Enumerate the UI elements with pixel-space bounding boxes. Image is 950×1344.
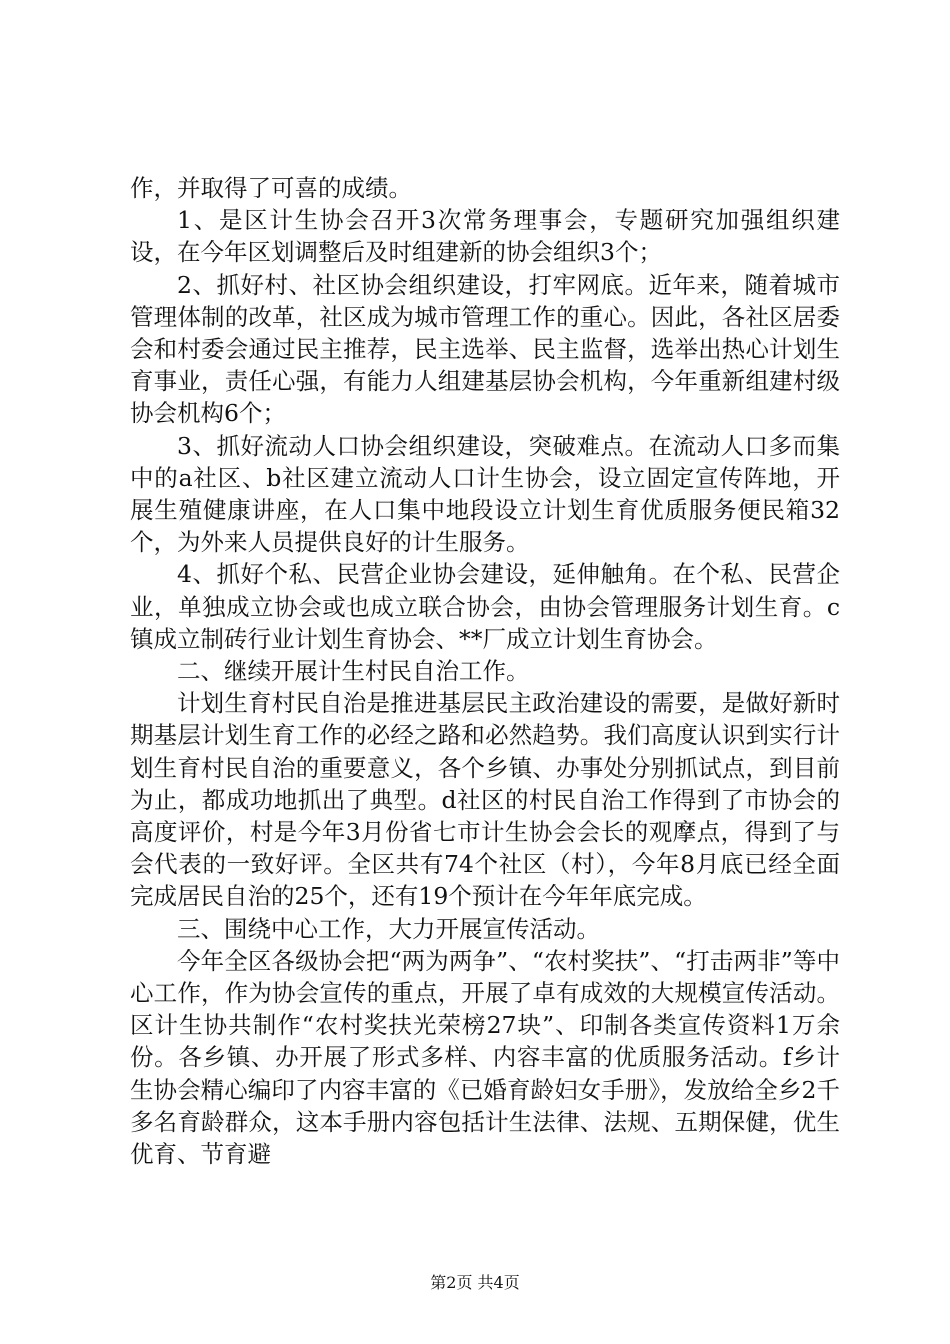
document-body [130,172,840,1170]
paragraph-section-2-body: 计划生育村民自治是推进基层民主政治建设的需要，是做好新时期基层计划生育工作的必经之路和必然趋势。我们高度认识到实行计划生育村民自治的重要意义，各个乡镇、办事处分别抓试点，到目前为止，都成功地抓出了典型。d社区的村民自治工作得到了市协会的高度评价，村是今年3月份省七市计生协会会长的观摩点，得到了与会代表的一致好评。全区共有74个社区（村），今年8月底已经全面完成居民自治的25个，还有19个预计在今年年底完成。 [130,689,840,911]
section-heading-2: 二、继续开展计生村民自治工作。 [177,657,530,686]
paragraph-item-3: 3、抓好流动人口协会组织建设，突破难点。在流动人口多而集中的a社区、b社区建立流动人口计生协会，设立固定宣传阵地，开展生殖健康讲座，在人口集中地段设立计划生育优质服务便民箱32个，为外来人员提供良好的计生服务。 [130,431,840,557]
page-number-footer: 第2页 共4页 [430,1273,520,1292]
paragraph-item-1: 1、是区计生协会召开3次常务理事会，专题研究加强组织建设，在今年区划调整后及时组建新的协会组织3个； [130,206,840,267]
paragraph-section-3-body: 今年全区各级协会把“两为两争”、“农村奖扶”、“打击两非”等中心工作，作为协会宣传的重点，开展了卓有成效的大规模宣传活动。区计生协共制作“农村奖扶光荣榜27块”、印制各类宣传资料1万余份。各乡镇、办开展了形式多样、内容丰富的优质服务活动。f乡计生协会精心编印了内容丰富的《已婚育龄妇女手册》，发放给全乡2千多名育龄群众，这本手册内容包括计生法律、法规、五期保健，优生优育、节育避 [130,946,840,1169]
section-heading-3: 三、围绕中心工作，大力开展宣传活动。 [177,914,600,943]
paragraph-item-4: 4、抓好个私、民营企业协会建设，延伸触角。在个私、民营企业，单独成立协会或也成立联合协会，由协会管理服务计划生育。c镇成立制砖行业计划生育协会、**厂成立计划生育协会。 [130,560,840,653]
paragraph-item-2: 2、抓好村、社区协会组织建设，打牢网底。近年来，随着城市管理体制的改革，社区成为城市管理工作的重心。因此，各社区居委会和村委会通过民主推荐，民主选举、民主监督，选举出热心计划生育事业，责任心强，有能力人组建基层协会机构，今年重新组建村级协会机构6个； [130,270,840,428]
paragraph-continuation: 作，并取得了可喜的成绩。 [130,174,412,202]
